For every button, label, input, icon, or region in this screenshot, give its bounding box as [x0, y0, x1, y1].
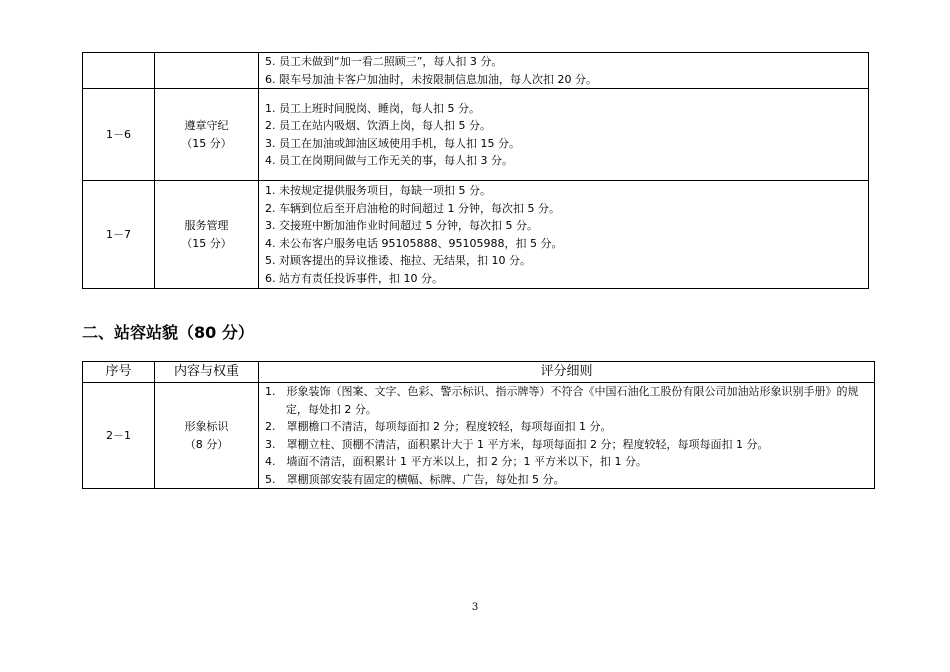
row-number-cell: 2－1	[83, 383, 155, 489]
detail-cell	[259, 383, 875, 489]
weight-label: （15 分）	[181, 236, 232, 250]
content-weight-cell	[155, 383, 259, 489]
weight-label: （15 分）	[181, 136, 232, 150]
detail-cell	[259, 89, 869, 181]
detail-line: 2. 员工在站内吸烟、饮酒上岗，每人扣 5 分。	[265, 119, 491, 132]
content-label: 遵章守纪	[184, 119, 229, 132]
scoring-table-part2	[82, 361, 875, 489]
detail-line: 2. 车辆到位后至开启油枪的时间超过 1 分钟，每次扣 5 分。	[265, 201, 560, 215]
row-number-cell: 1－6	[83, 89, 155, 181]
detail-cell	[259, 181, 869, 289]
row-number-cell: 1－7	[83, 181, 155, 289]
detail-line: 2. 罩棚檐口不清洁，每项每面扣 2 分；程度较轻，每项每面扣 1 分。	[265, 420, 612, 433]
table-row	[83, 383, 875, 489]
detail-line: 6. 限车号加油卡客户加油时，未按限制信息加油，每人次扣 20 分。	[265, 72, 597, 86]
detail-cell	[259, 53, 869, 89]
content-weight-cell	[155, 89, 259, 181]
column-header-content-weight: 内容与权重	[155, 362, 259, 383]
detail-line: 1. 未按规定提供服务项目，每缺一项扣 5 分。	[265, 184, 491, 197]
section-title: 二、站容站貌（80 分）	[82, 323, 254, 342]
weight-label: （8 分）	[184, 437, 229, 451]
detail-line: 4. 墙面不清洁，面积累计 1 平方米以上，扣 2 分；1 平方米以下，扣 1 分。	[265, 455, 647, 468]
detail-line: 3. 员工在加油或卸油区域使用手机，每人扣 15 分。	[265, 136, 520, 150]
detail-line: 1. 员工上班时间脱岗、睡岗，每人扣 5 分。	[265, 101, 480, 115]
content-weight-cell	[155, 181, 259, 289]
content-label: 形象标识	[184, 420, 229, 433]
table-header-row	[83, 362, 875, 383]
table-row	[83, 89, 869, 181]
detail-line: 5. 罩棚顶部安装有固定的横幅、标牌、广告，每处扣 5 分。	[265, 472, 565, 486]
table-row	[83, 181, 869, 289]
row-number-cell	[83, 53, 155, 89]
detail-line: 4. 未公布客户服务电话 95105888、95105988，扣 5 分。	[265, 236, 563, 250]
table-row	[83, 53, 869, 89]
detail-line: 1. 形象装饰（图案、文字、色彩、警示标识、指示牌等）不符合《中国石油化工股份有限公司加油站形象识别手册》的规定，每处扣 2 分。	[265, 385, 859, 416]
detail-line: 3. 交接班中断加油作业时间超过 5 分钟，每次扣 5 分。	[265, 219, 538, 232]
detail-line: 4. 员工在岗期间做与工作无关的事，每人扣 3 分。	[265, 154, 513, 167]
content-label: 服务管理	[184, 219, 229, 232]
content-weight-cell	[155, 53, 259, 89]
column-header-number: 序号	[83, 362, 155, 383]
detail-line: 3. 罩棚立柱、顶棚不清洁，面积累计大于 1 平方米，每项每面扣 2 分；程度较轻，每项每面扣 1 分。	[265, 437, 769, 451]
page-number: 3	[471, 602, 479, 613]
column-header-detail: 评分细则	[259, 362, 875, 383]
detail-line: 6. 站方有责任投诉事件，扣 10 分。	[265, 271, 443, 285]
detail-line: 5. 对顾客提出的异议推诿、拖拉、无结果，扣 10 分。	[265, 254, 531, 267]
detail-line: 5. 员工未做到“加一看二照顾三”，每人扣 3 分。	[265, 55, 503, 68]
scoring-table-part1	[82, 52, 869, 289]
